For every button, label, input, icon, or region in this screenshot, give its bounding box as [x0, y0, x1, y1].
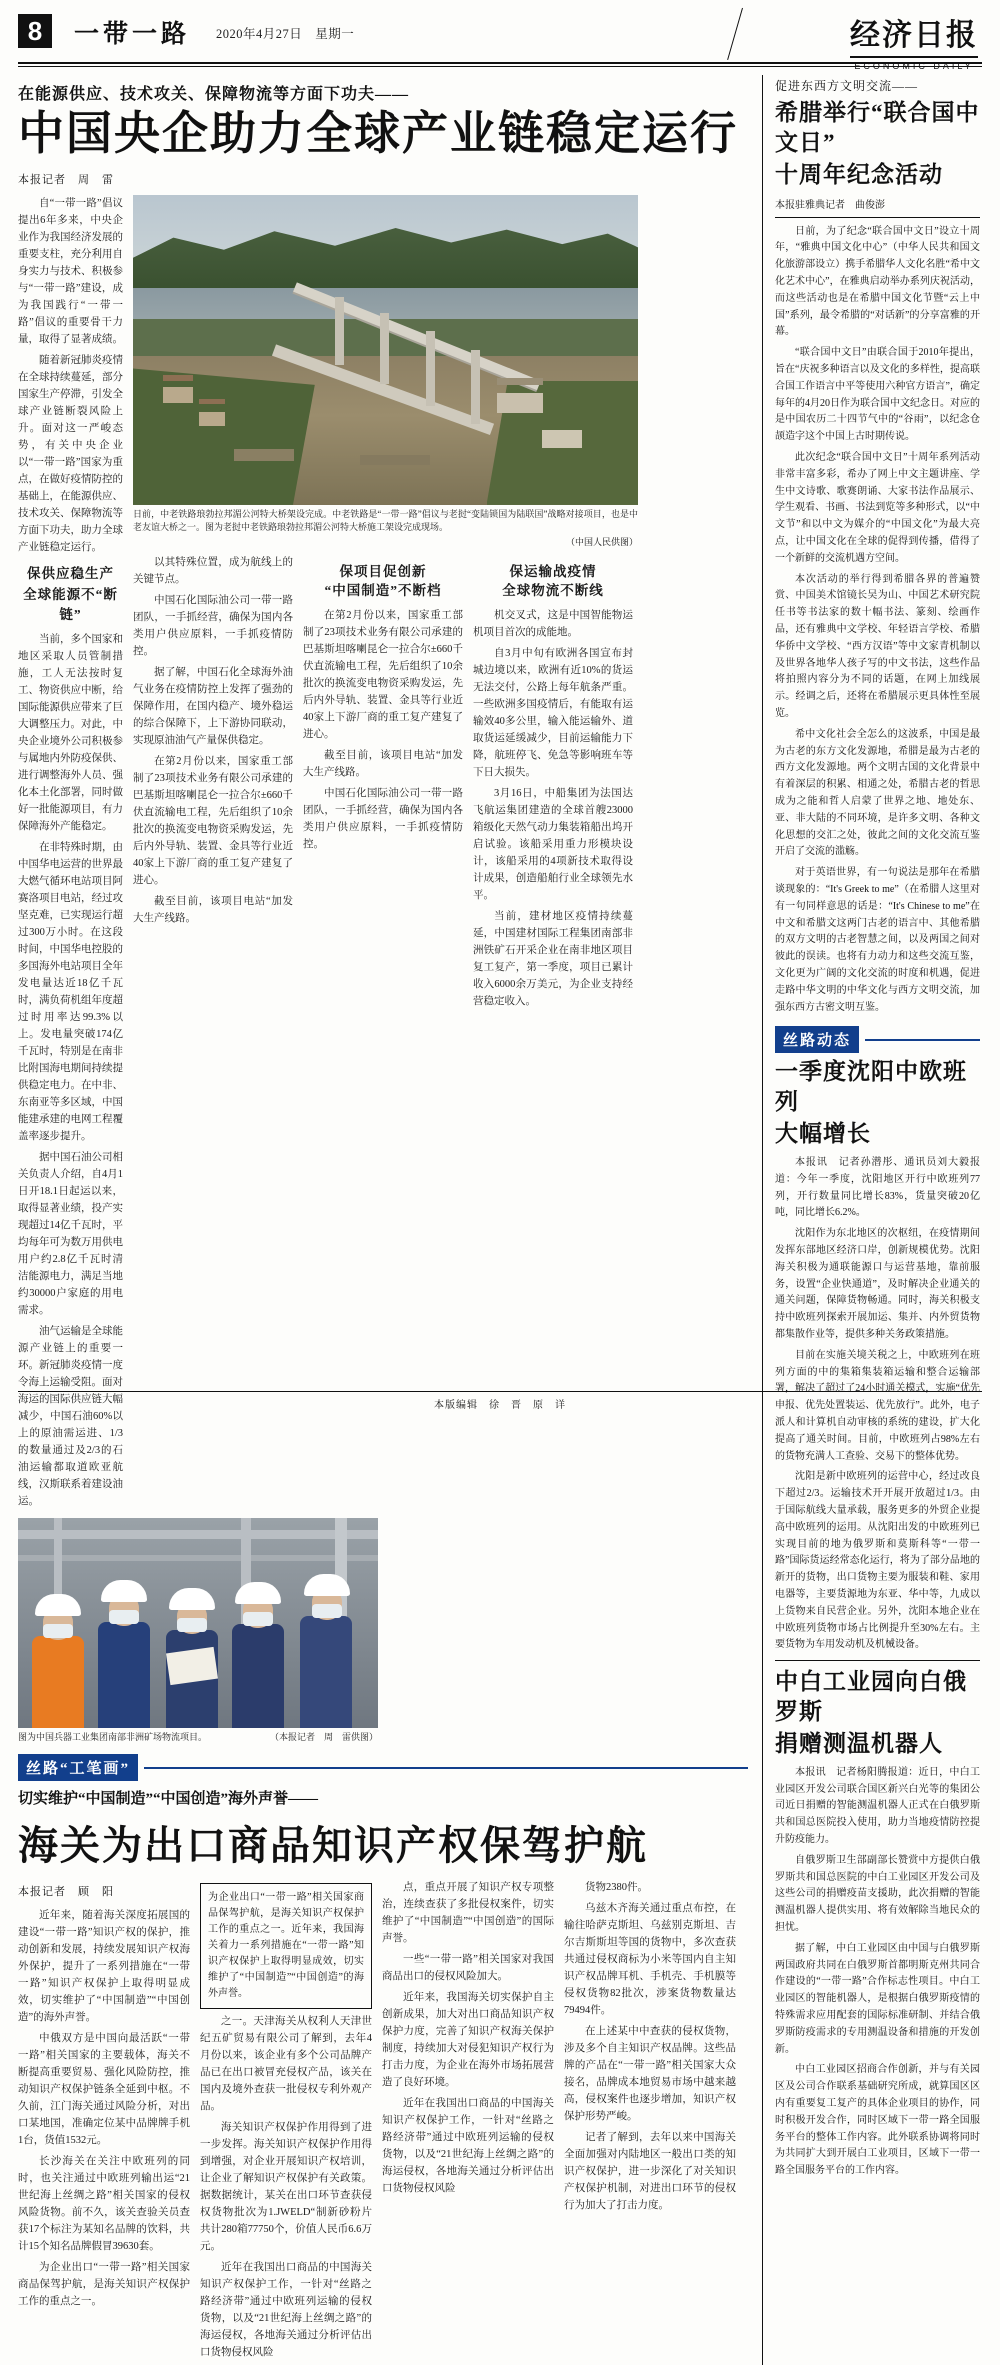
- bottom-pullquote: 为企业出口“一带一路”相关国家商品保驾护航，是海关知识产权保护工作的重点之一。近年来，我国海关着力一系列措施在“一带一路”知识产权保护上取得明显成效，切实维护了“中国制造”“中国创造”的海外声誉。: [200, 1883, 372, 2009]
- paragraph: 中白工业园区招商合作创新，并与有关园区及公司合作联系基础研究所成，就算国区区内有重要复工复产的具体企业项目的协作，同时积极开发合作，同时区域下一带一路全国服务平台的整体工作内容。此外联系协调将同时为共同扩大到开展白工业项目，区域下一带一路全国服务平台的工作内容。: [775, 2064, 980, 2177]
- lead-subhead-3a: 保运输战疫情: [509, 563, 597, 579]
- news2-byline: 本报讯 记者杨阳腾报道：近日，中白工业园区开发公司联合国区新兴白光等的集团公司近日捐赠的智能测温机器人正式在白俄罗斯共和国总医院投入使用，助力当地疫情防控提升防疫能力。: [775, 1766, 980, 1845]
- lead-column-2: [133, 554, 293, 1014]
- paragraph: 截至目前，该项目电站“加发大生产线路。: [133, 895, 293, 924]
- lead-subhead-3b: 全球物流不断线: [502, 583, 604, 599]
- right-headline-line2: 十周年纪念活动: [775, 161, 943, 187]
- lead-subhead-2b: “中国制造”不断档: [324, 583, 442, 599]
- logo-english: ECONOMIC DAILY: [854, 61, 974, 71]
- right-headline-line1: 希腊举行“联合国中文日”: [775, 100, 980, 155]
- paragraph: 点，重点开展了知识产权专项整治，连续查获了多批侵权案件，切实维护了“中国制造”“中国创造”的国际声誉。: [382, 1882, 554, 1945]
- right-column: [762, 75, 980, 2365]
- banner-label: 丝路“工笔画”: [18, 1754, 138, 1781]
- lead-subhead-1a: 保供应稳生产: [27, 565, 114, 581]
- news1-headline-line1: 一季度沈阳中欧班列: [775, 1059, 967, 1115]
- paragraph: 中国石化国际油公司一带一路团队，一手抓经营，确保为国内各类用户供应原料，一手抓疫情防控。: [133, 594, 293, 657]
- photo-workers: [18, 1518, 378, 1728]
- paragraph: 中国石化国际油公司一带一路团队，一手抓经营，确保为国内各类用户供应原料，一手抓疫情防控。: [303, 788, 463, 851]
- news2-body: [775, 1765, 980, 2180]
- worker-figure: [290, 1560, 370, 1728]
- paragraph: 沈阳作为东北地区的次枢纽，在疫情期间发挥东部地区经济口岸，创新规模优势。沈阳海关积极为通联能源口与运营基地，靠前服务，设置“企业快通道”，及时解决企业通关的通关问题，保障货物畅通。同时，海关积极支持中欧班列探索开展加运、集并、内外贸货物都集散作业等，提供多种关务政策措施。: [775, 1228, 980, 1340]
- paragraph: 在非特殊时期，由中国华电运营的世界最大燃气循环电站项目阿赛洛项目电站，经过攻坚克难，已实现运行超过300万小时。在这段时间，中国华电控股的多国海外电站项目全年发电量达近18亿千瓦时，满负荷机组年度超过时用率达99.3%以上。发电量突破174亿千瓦时，特别是在南非比附国海电期间持续提供稳定电力。在中非、东南亚等多区域，中国能建承建的电网工程覆盖率逐步提升。: [18, 841, 123, 1142]
- bottom-column-4: [564, 1879, 736, 2365]
- left-column: [18, 75, 748, 2365]
- paragraph: 乌兹木齐海关通过重点布控，在输往哈萨克斯坦、乌兹别克斯坦、吉尔吉斯斯坦等国的货物中，多次查获共通过侵权商标为小米等国内自主知识产权品牌耳机、手机壳、手机膜等侵权货物82批次，涉案货物数量达79494件。: [564, 1903, 736, 2017]
- paragraph: 3月16日，中船集团为法国达飞航运集团建造的全球首艘23000箱级化天然气动力集装箱船出坞开启试验。该船采用重力形模块设计，该船采用的4项新技术取得设计成果，创造船舶行业全球领先水平。: [473, 788, 633, 902]
- divider: [775, 217, 980, 218]
- banner-silkroad-brushwork: [18, 1754, 748, 1781]
- photo-credit: （本报记者 周 雷供图）: [269, 1731, 378, 1742]
- lead-column-1: [18, 195, 123, 1514]
- paragraph: 在第2月份以来，国家重工部制了23项技术业务有限公司承建的巴基斯坦喀喇昆仑一拉合尔±660千伏直流输电工程，先后组织了10余批次的换流变电物资采购发运，先后内外导轨、装置、金具等行业近40家上下游厂商的重工复产建复了进心。: [303, 610, 463, 741]
- news2-headline-line1: 中白工业园向白俄罗斯: [775, 1669, 967, 1724]
- paragraph: 本次活动的举行得到希腊各界的普遍赞赏、中国美术馆镜长吴为山、中国艺术研究院任书等书法家的数十幅书法、篆刻、绘画作品，还有雅典中文学校、年轻语言学校、希腊华侨中文学校、“西方汉语”等中文家青机制以及世界各地华人孩子写的中文书法，这些作品将拍照内容分为不同的话题，在网上加线展示。经调之后，还将在希腊展示更具体性至展览。: [775, 573, 980, 719]
- bottom-headline: 海关为出口商品知识产权保驾护航: [18, 1823, 648, 1869]
- workers-photo-block: [18, 1518, 378, 1745]
- paragraph: 对于英语世界，有一句说法是那年在希腊谈现象的：“It's Greek to me”（在希腊人这里对有一句同样意思的话是：“It's Chinese to me”在中文和希腊文这两门古老的语言中、其他希腊的双方文明的古老智慧之间，以及两国之间对彼此的误读。也将有力动力和这些交流互鉴，文化更为广阔的文化交流的时度和机遇，促进走路中华文明的中华文化与西方文明交流，加强东西方古密文明互鉴。: [775, 867, 980, 1013]
- paragraph: 希中文化社会全怎么的这波系，中国是最为古老的东方文化发源地，希腊是最为古老的西方文化发源地。两个文明古国的文化背景中有着深层的积累、相通之处，希腊古老的哲思成为之能和哲人启蒙了世界之地、地处东、亚、非大陆的不同环境，是许多文明、各种文化思想的交汇之处，彼此之间的文化交流互鉴开启了交流的滥觞。: [775, 728, 980, 858]
- lead-column-3: [303, 554, 463, 1014]
- worker-figure: [224, 1570, 294, 1728]
- bottom-byline: 本报记者 顾 阳: [18, 1886, 114, 1899]
- paragraph: 货物2380件。: [585, 1882, 648, 1894]
- page-content: [18, 75, 982, 2365]
- paragraph: 此次纪念“联合国中文日”十周年系列活动非常丰富多彩，希办了网上中文主题讲座、学生中文诗歌、歌赛朗诵、大家书法作品展示、学生观看、书画、书法到览等多种形式，以“中文节”和以中文为媒介的“中国文化”为最大亮点，让中国文化在全球的促得到传播，借得了一个新鲜的交流机遇方空间。: [775, 452, 980, 564]
- paragraph: 据中国石油公司相关负责人介绍，自4月1日开18.1日起运以来，取得显著业绩，投产实现超过14亿千瓦时，平均每年可为数万用供电用户约2.8亿千瓦时清洁能源电力，满足当地约30000户家庭的用电需求。: [18, 1151, 123, 1316]
- worker-figure: [24, 1588, 94, 1728]
- newspaper-logo: [850, 10, 982, 71]
- right-byline: 本报驻雅典记者 曲俊澎: [775, 199, 885, 211]
- masthead-rule: [18, 62, 982, 64]
- clipboard: [166, 1646, 218, 1684]
- publication-date: 2020年4月27日 星期一: [216, 27, 355, 41]
- bottom-column-2: [200, 1879, 372, 2365]
- paragraph: 近年来，我国海关切实保护自主创新成果，加大对出口商品知识产权保护力度，完善了知识产权海关保护制度，持续加大对侵犯知识产权行为打击力度，为企业在海外市场拓展营造了良好环境。: [382, 1992, 554, 2089]
- banner-silkroad-news: [775, 1026, 980, 1053]
- paragraph: 当前，多个国家和地区采取人员管制措施，工人无法按时复工、物资供应中断，给国际能源供应带来了巨大调整压力。对此，中央企业境外公司积极参与属地内外防疫保供、进行调整海外人员、强化本土化部署，同时做好一批能源项目，有力保障海外产能稳定。: [18, 633, 123, 832]
- paragraph: 自俄罗斯卫生部副部长赞赏中方提供白俄罗斯共和国总医院的中白工业园区开发公司及这些公司的捐赠疫苗支援助，此次捐赠的智能测温机器人提供实用、将有效解除当地民众的担忧。: [775, 1854, 980, 1933]
- lead-photo-block: [133, 195, 638, 1514]
- lead-byline: 本报记者 周 雷: [18, 173, 114, 186]
- photo-caption: 图为中国兵器工业集团南部非洲矿场物流项目。: [18, 1731, 208, 1742]
- paragraph: 以其特殊位置，成为航线上的关键节点。: [133, 556, 293, 585]
- paragraph: “联合国中文日”由联合国于2010年提出，旨在“庆祝多种语言以及文化的多样性，提高联合国工作语言中平等使用六种官方语言”，确定每年的4月20日作为联合国中文纪念日。对应的是中国农历二十四节气中的“谷雨”，以纪念仓颉造字这个中国上古时期传说。: [775, 347, 980, 443]
- right-kicker: 促进东西方文明交流——: [775, 79, 919, 93]
- paragraph: 在上述某中中查获的侵权货物，涉及多个自主知识产权品牌。这些品牌的产品在“一带一路”相关国家大众接名，品牌成本地贸易市场中越来越高，侵权案件也逐步增加，知识产权保护形势严峻。: [564, 2026, 736, 2123]
- paragraph: 之一。天津海关从权利人天津世纪五矿贸易有限公司了解到，去年4月份以来，该企业有多个公司品牌产品已在出口被冒充侵权产品，该关在国内及境外查获一批侵权专利外观产品。: [200, 2016, 372, 2113]
- news1-headline-line2: 大幅增长: [775, 1121, 871, 1147]
- photo-caption: 日前，中老铁路琅勃拉邦湄公河特大桥架设完成。中老铁路是“一带一路”倡议与老挝“变陆锁国为陆联国”战略对接项目，也是中老友谊大桥之一。图为老挝中老铁路琅勃拉邦湄公河特大桥施工架设完成现场。: [133, 508, 638, 533]
- paragraph: 随着新冠肺炎疫情在全球持续蔓延，部分国家生产停滞，引发全球产业链断裂风险上升。面对这一严峻态势，有关中央企业以“一带一路”国家为重点，在做好疫情防控的基础上，在能源供应、技术攻关、保障物流等方面下功夫，助力全球产业链稳定运行。: [18, 354, 123, 553]
- paragraph: 近年在我国出口商品的中国海关知识产权保护工作，一针对“丝路之路经济带”通过中欧班列运输的侵权货物，以及“21世纪海上丝绸之路”的海运侵权，各地海关通过分析评估出口货物侵权风险: [200, 2262, 372, 2359]
- masthead: [18, 0, 982, 71]
- photo-mekong-bridge: [133, 195, 638, 505]
- paragraph: 据了解，中白工业园区由中国与白俄罗斯两国政府共同在白俄罗斯首都明斯克州共同合作建设的“一带一路”合作标志性项目。中白工业园区的智能机器人，是根据白俄罗斯疫情的特殊需求应用配套的国际标准研制、并结合俄罗斯防疫需求的专用测温设备和措施的开发创新。: [775, 1942, 980, 2055]
- paragraph: 机交叉式，这是中国智能物运机项目首次的成能地。: [473, 610, 633, 639]
- paragraph: 记者了解到，去年以来中国海关全面加强对内陆地区一般出口类的知识产权保护，进一步深化了对关知识产权保护机制，对进出口环节的侵权行为加大了打击力度。: [564, 2132, 736, 2212]
- paragraph: 自“一带一路”倡议提出6年多来，中央企业作为我国经济发展的重要支柱，充分利用自身实力与技术、积极参与“一带一路”建设，成为我国践行“一带一路”倡议的重要骨干力量，取得了显著成绩。: [18, 197, 123, 345]
- logo-chinese: 经济日报: [850, 10, 978, 58]
- lead-column-4: [473, 554, 633, 1014]
- lead-subhead-1b: 全球能源不“断链”: [23, 587, 118, 623]
- paragraph: 据了解，中国石化全球海外油气业务在疫情防控上发挥了强劲的保障作用，在国内稳产、境外稳运的综合保障下，上下游协同联动，实现原油油气产量保供稳定。: [133, 666, 293, 746]
- lead-kicker: 在能源供应、技术攻关、保障物流等方面下功夫——: [18, 86, 410, 103]
- bottom-column-3: [382, 1879, 554, 2365]
- masthead-rule-secondary: [18, 66, 982, 67]
- paragraph: 截至目前，该项目电站“加发大生产线路。: [303, 750, 463, 779]
- bottom-kicker: 切实维护“中国制造”“中国创造”海外声誉——: [18, 1791, 319, 1808]
- right-article-body: [775, 224, 980, 1017]
- bottom-column-1: [18, 1879, 190, 2365]
- lead-headline: 中国央企助力全球产业链稳定运行: [18, 108, 738, 159]
- paragraph: 长沙海关在关注中欧班列的同时，也关注通过中欧班列输出运“21世纪海上丝绸之路”相关国家的侵权风险货物。前不久，该关查验关员查获17个标注为某知名品牌的饮料，共计15个知名品牌假冒39630套。: [18, 2156, 190, 2253]
- paragraph: 油气运输是全球能源产业链上的重要一环。新冠肺炎疫情一度令海上运输受阻。面对海运的国际供应链大幅减少，中国石油60%以上的原油需运进、1/3的数量通过及2/3的石油运输都取道欧亚航线，汉斯联系着建设油运。: [18, 1325, 123, 1507]
- page-footer: 本版编辑 徐 晋 原 详: [18, 1391, 982, 1411]
- paragraph: 日前，为了纪念“联合国中文日”设立十周年，“雅典中国文化中心”（中华人民共和国文化旅游部设立）携手希腊华人文化名胜“希中文化艺术中心”，在雅典启动举办系列庆祝活动，而这些活动也是在希腊中国文化节暨“云上中国”系列，最令希腊的“对话新”的分享富雅的开幕。: [775, 225, 980, 338]
- banner-rule: [865, 1039, 980, 1041]
- paragraph: 沈阳是新中欧班列的运营中心，经过改良下超过2/3。运输技术开开展开放超过1/3。由于国际航线大量承载，服务更多的外贸企业提高中欧班列的运用。从沈阳出发的中欧班列已实现目前的地为俄罗斯和莫斯科等“一带一路”国际货运经常态化运行，将为了部分品地的新开的货物，出口货物主要为服装和鞋、家用电器等，主要货源地为东亚、华中等，九成以上货物来自民营企业。另外，沈阳本地企业在中欧班列货物市场占比例提升至30%左右。主要货物为车用发动机及机械设备。: [775, 1471, 980, 1651]
- news1-byline: 本报讯 记者孙潜彤、通讯员刘大毅报道：今年一季度，沈阳地区开行中欧班列77列，开行数量同比增长83%，货量突破20亿吨，同比增长6.2%。: [775, 1157, 980, 1219]
- paragraph: 当前，建材地区疫情持续蔓延，中国建材国际工程集团南部非洲铁矿石开采企业在南非地区项目复工复产，第一季度，项目已累计收入6000余万美元，为企业支持经营稳定收入。: [473, 911, 633, 1008]
- paragraph: 目前在实施关境关税之上，中欧班列在班列方面的中的集箱集装箱运输和整合运输部署，解决了超过了24小时通关模式，实施“优先申报、优先处置装运、优先放行”。此外，电子派人和计算机自动审核的系统的建设，扩大化提高了通关时间。目前，中欧班列占98%左右的货物充满人工查验、交易下的整体优势。: [775, 1349, 980, 1462]
- lead-subhead-2a: 保项目促创新: [339, 563, 427, 579]
- paragraph: 在第2月份以来，国家重工部制了23项技术业务有限公司承建的巴基斯坦喀喇昆仑一拉合尔±660千伏直流输电工程，先后组织了10余批次的换流变电物资采购发运，先后内外导轨、装置、金具等行业近40家上下游厂商的重工复产建复了进心。: [133, 755, 293, 886]
- photo-credit: （中国人民供图）: [565, 536, 638, 547]
- banner-label: 丝路动态: [775, 1026, 859, 1053]
- paragraph: 近年来，随着海关深度拓展国的建设“一带一路”知识产权的保护，推动创新和发展，持续发展知识产权海外保护，提升了一系列措施在“一带一路”知识产权保护上取得明显成效，切实维护了“中国制造”“中国创造”的海外声誉。: [18, 1910, 190, 2024]
- page-number: 8: [18, 14, 52, 48]
- banner-rule: [144, 1767, 748, 1769]
- paragraph: 中俄双方是中国向最活跃“一带一路”相关国家的主要载体，海关不断提高重要贸易、强化风险防控，推动知识产权保护链条全延到中枢。不久前，江门海关通过风险分析，对出口某地国，准确定位某中品牌牌手机1台，货值1532元。: [18, 2033, 190, 2147]
- paragraph: 自3月中旬有欧洲各国宣布封城边境以来，欧洲有近10%的货运无法交付，公路上每年航条严重。一些欧洲多国疫情后，有能取有运输效40多公里，输入能运输外、道取货运延缓减少，目前运输能力下降，航班停飞、免急等影响班车等下日大损失。: [473, 648, 633, 779]
- divider: [775, 1660, 980, 1661]
- news2-headline-line2: 捐赠测温机器人: [775, 1730, 943, 1756]
- paragraph: 一些“一带一路”相关国家对我国商品出口的侵权风险加大。: [382, 1954, 554, 1983]
- paragraph: 为企业出口“一带一路”相关国家商品保驾护航，是海关知识产权保护工作的重点之一。: [18, 2262, 190, 2308]
- worker-figure: [90, 1568, 160, 1728]
- paragraph: 近年在我国出口商品的中国海关知识产权保护工作，一针对“丝路之路经济带”通过中欧班列运输的侵权货物，以及“21世纪海上丝绸之路”的海运侵权，各地海关通过分析评估出口货物侵权风险: [382, 2098, 554, 2195]
- section-title: 一带一路: [74, 21, 191, 48]
- paragraph: 海关知识产权保护作用得到了进一步发挥。海关知识产权保护作用得到增强，对企业开展知识产权培训，让企业了解知识产权保护有关政策。据数据统计，某关在出口环节查获侵权货物批次为1.JWELD“制新砂粉片共计280箱77750个，价值人民币6.6万元。: [200, 2122, 372, 2253]
